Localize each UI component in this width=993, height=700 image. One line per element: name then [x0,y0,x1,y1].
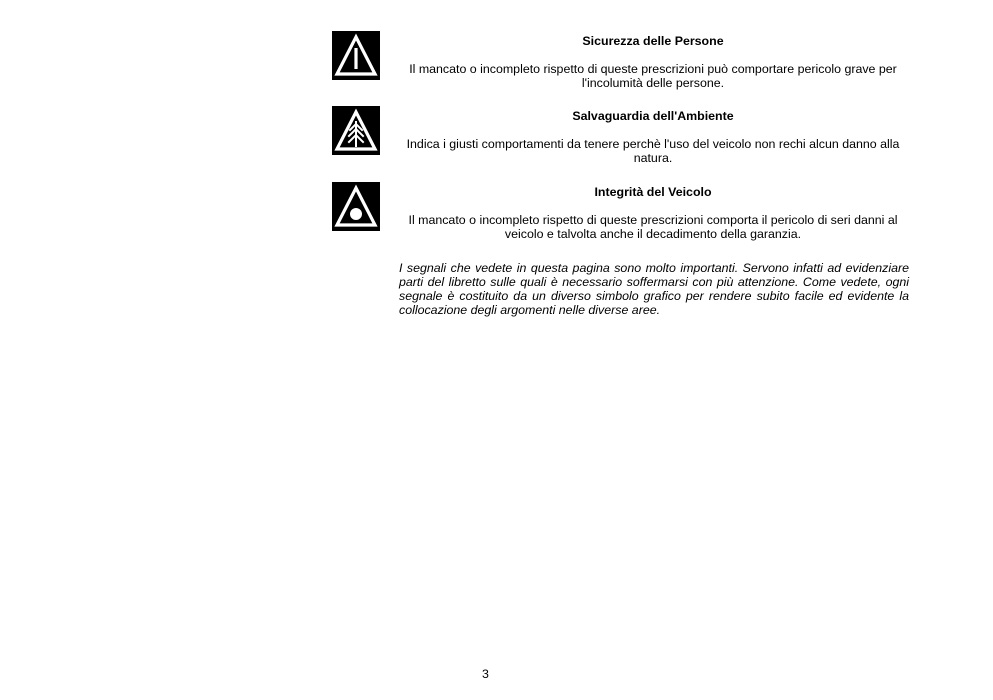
section-text: Il mancato o incompleto rispetto di queste prescrizioni può comportare pericolo grave per l'incolumità delle persone. [409,61,897,90]
section-environment [398,109,908,166]
page-number: 3 [482,667,489,681]
section-people-safety [398,34,908,91]
section-title: Sicurezza delle Persone [582,34,724,48]
italic-note: I segnali che vedete in questa pagina sono molto importanti. Servono infatti ad evidenziare parti del libretto sulle quali è necessario soffermarsi con più attenzione. Come vedete, ogni segnale è costituito da un diverso simbolo grafico per rendere subito facile ed evidente la collocazione degli argomenti nelle diverse aree. [399,261,909,317]
person-warning-triangle-icon [332,31,380,80]
tree-environment-triangle-icon [332,106,380,155]
section-vehicle-integrity [398,185,908,242]
section-text: Il mancato o incompleto rispetto di queste prescrizioni comporta il pericolo di seri danni al veicolo e talvolta anche il decadimento della garanzia. [408,212,898,241]
vehicle-integrity-triangle-icon [332,182,380,231]
section-title: Integrità del Veicolo [594,185,712,199]
section-title: Salvaguardia dell'Ambiente [572,109,734,123]
section-text: Indica i giusti comportamenti da tenere perchè l'uso del veicolo non rechi alcun danno alla natura. [406,136,900,165]
